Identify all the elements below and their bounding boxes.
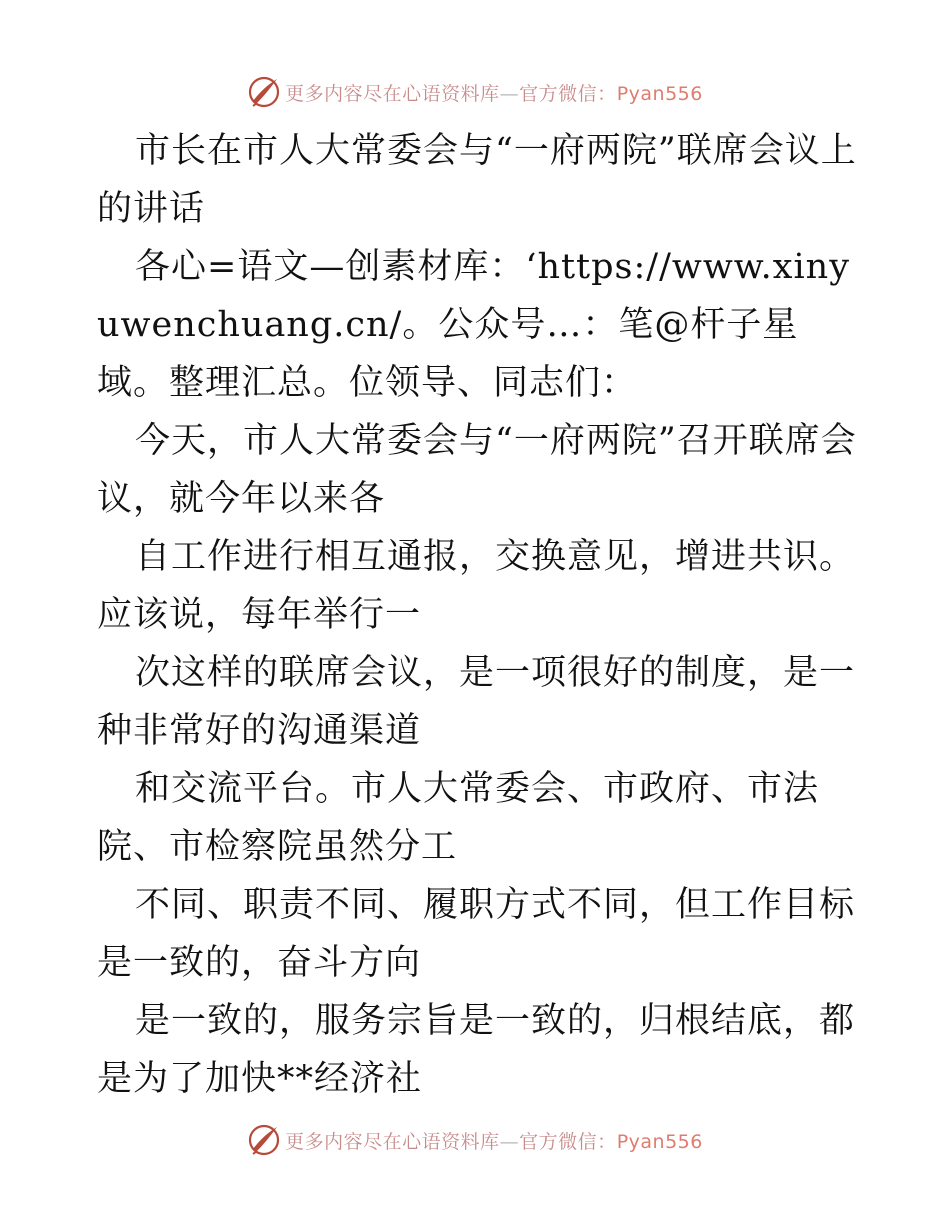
footer-watermark-banner	[0, 1120, 950, 1160]
paragraph: 今天，市人大常委会与“一府两院”召开联席会议，就今年以来各	[97, 421, 857, 519]
paragraph: 次这样的联席会议，是一项很好的制度，是一种非常好的沟通渠道	[97, 653, 856, 751]
header-watermark-banner	[0, 72, 950, 112]
paragraph: 是一致的，服务宗旨是一致的，归根结底，都是为了加快**经济社	[97, 1001, 856, 1099]
paragraph: 市长在市人大常委会与“一府两院”联席会议上的讲话	[97, 131, 857, 229]
quill-logo-icon	[247, 75, 281, 109]
watermark-text: 更多内容尽在心语资料库—官方微信：Pyan556	[285, 82, 703, 105]
watermark-text: 更多内容尽在心语资料库—官方微信：Pyan556	[285, 1130, 703, 1153]
paragraph: 不同、职责不同、履职方式不同，但工作目标是一致的，奋斗方向	[97, 885, 856, 983]
document-body	[97, 122, 857, 1108]
paragraph: 和交流平台。市人大常委会、市政府、市法院、市检察院虽然分工	[97, 769, 820, 867]
paragraph: 各心=语文—创素材库：‘https://www.xinyuwenchuang.cn/。公众号…：笔@杆子星域。整理汇总。位领导、同志们：	[97, 247, 850, 403]
quill-logo-icon	[247, 1123, 281, 1157]
paragraph: 自工作进行相互通报，交换意见，增进共识。应该说，每年举行一	[97, 537, 856, 635]
